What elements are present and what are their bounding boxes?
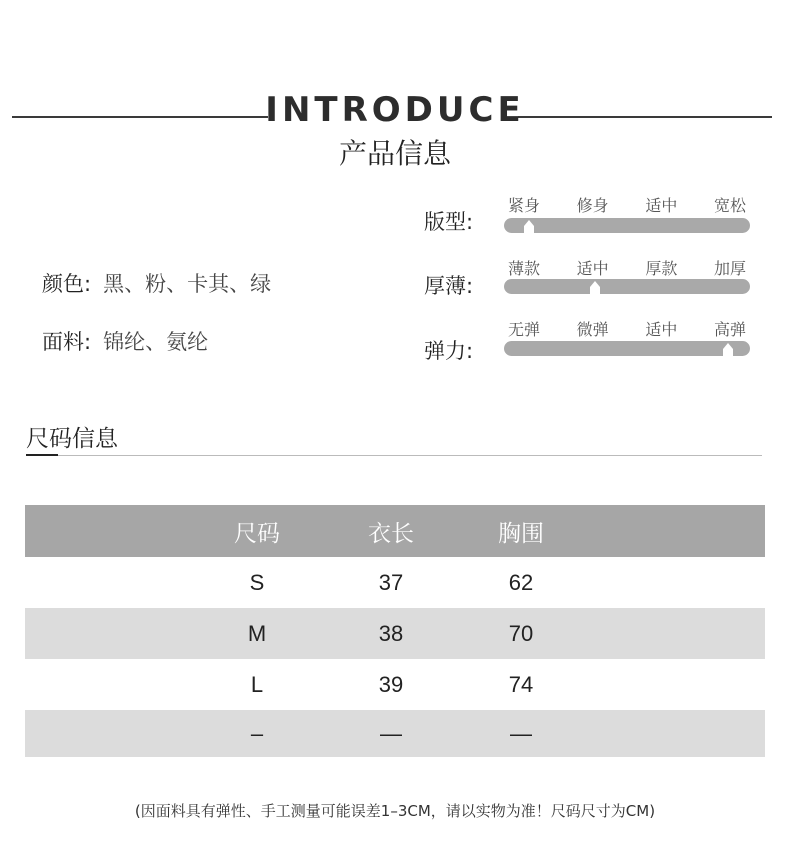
scale-fit-options xyxy=(504,193,750,216)
attribute-fabric xyxy=(42,326,208,356)
size-section-divider xyxy=(26,455,762,456)
page-title: INTRODUCE xyxy=(265,90,525,130)
scale-fit-label: 版型: xyxy=(424,210,474,234)
table-row xyxy=(25,608,765,659)
scale-fit-option: 修身 xyxy=(576,196,609,215)
scale-fit-bar xyxy=(504,218,750,233)
header-size: 尺码 xyxy=(234,520,280,547)
attribute-color-value: 黑、粉、卡其、绿 xyxy=(103,272,272,296)
scale-elasticity-option: 适中 xyxy=(645,320,678,339)
cell-length: — xyxy=(380,720,402,746)
attribute-color-key: 颜色: xyxy=(42,272,92,296)
cell-length: 38 xyxy=(378,620,404,646)
scale-thickness-bar xyxy=(504,279,750,294)
cell-size: M xyxy=(247,620,267,646)
attribute-fabric-value: 锦纶、氨纶 xyxy=(103,330,209,354)
page-subtitle: 产品信息 xyxy=(338,137,451,170)
cell-size: S xyxy=(249,569,265,595)
scale-elasticity-option: 无弹 xyxy=(508,320,541,339)
cell-bust: 62 xyxy=(508,569,534,595)
table-row xyxy=(25,710,765,757)
scale-thickness-label: 厚薄: xyxy=(424,274,474,298)
size-section-title: 尺码信息 xyxy=(26,426,118,452)
scale-thickness-option: 加厚 xyxy=(713,259,746,278)
cell-bust: 74 xyxy=(508,671,534,697)
cell-length: 37 xyxy=(378,569,404,595)
table-row xyxy=(25,659,765,710)
size-section-divider-accent xyxy=(26,454,58,456)
attribute-fabric-key: 面料: xyxy=(42,330,92,354)
scale-thickness-option: 厚款 xyxy=(645,259,678,278)
scale-elasticity-option: 高弹 xyxy=(713,320,746,339)
scale-fit-option: 适中 xyxy=(645,196,678,215)
scale-fit-option: 紧身 xyxy=(508,196,541,215)
scale-thickness-options xyxy=(504,256,750,279)
scale-thickness-option: 薄款 xyxy=(508,259,541,278)
cell-length: 39 xyxy=(378,671,404,697)
table-row xyxy=(25,557,765,608)
scale-elasticity-options xyxy=(504,317,750,340)
cell-bust: — xyxy=(510,720,532,746)
size-table xyxy=(25,505,765,757)
scale-elasticity-label: 弹力: xyxy=(424,339,474,363)
cell-size: – xyxy=(250,720,264,746)
scale-elasticity-option: 微弹 xyxy=(576,320,609,339)
header-bust: 胸围 xyxy=(498,520,544,547)
scale-fit-option: 宽松 xyxy=(713,196,746,215)
attribute-color xyxy=(42,268,271,298)
header-length: 衣长 xyxy=(368,520,414,547)
cell-size: L xyxy=(250,671,264,697)
size-table-header xyxy=(25,505,765,557)
measurement-note: (因面料具有弹性、手工测量可能误差1–3CM，请以实物为准！尺码尺寸为CM) xyxy=(134,802,656,820)
cell-bust: 70 xyxy=(508,620,534,646)
scale-thickness-option: 适中 xyxy=(576,259,609,278)
scale-elasticity-bar xyxy=(504,341,750,356)
